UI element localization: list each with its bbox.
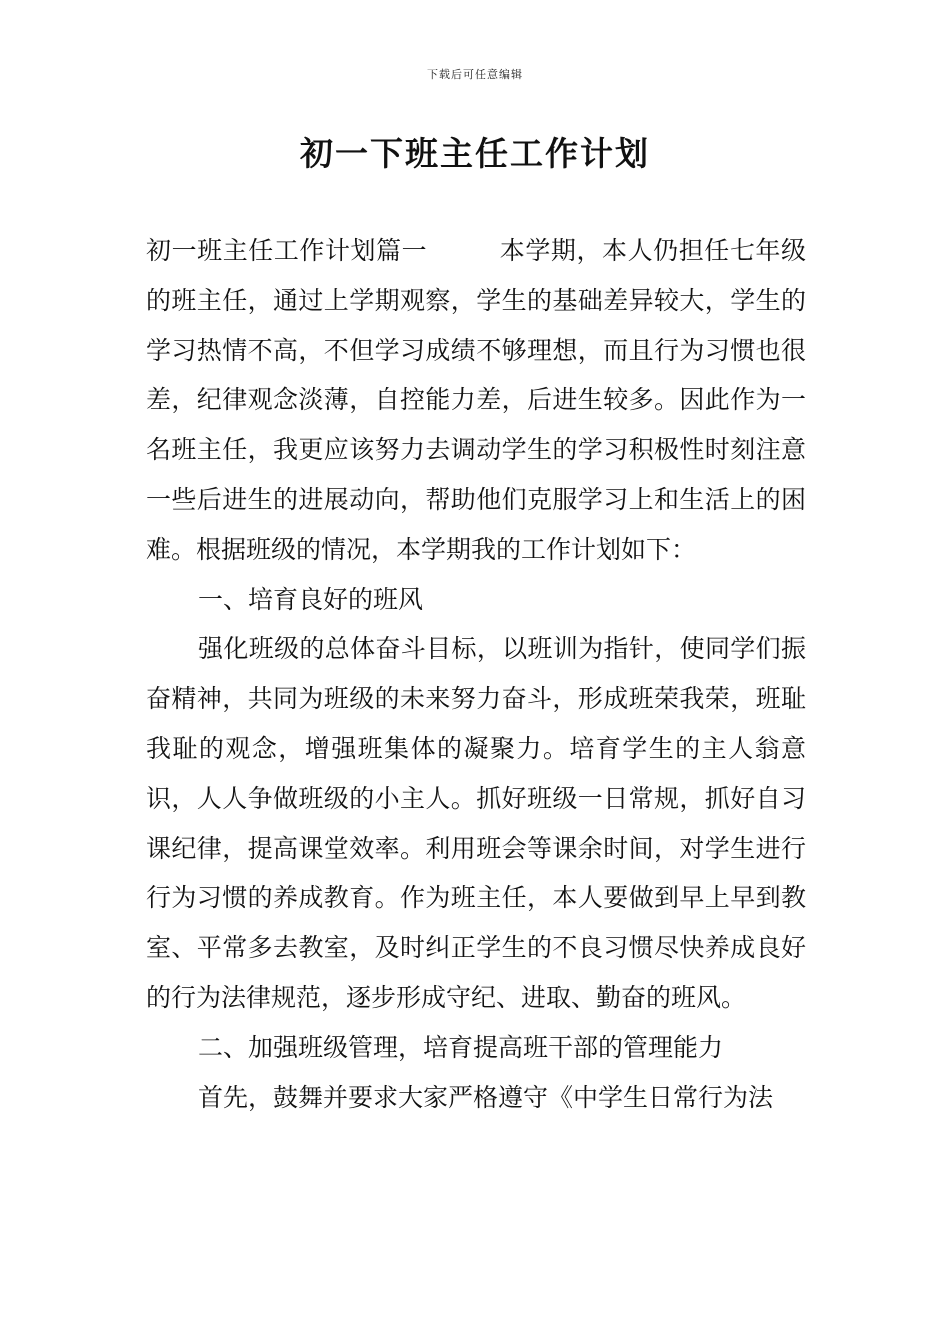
document-title: 初一下班主任工作计划 (300, 134, 650, 173)
intro-paragraph (146, 226, 806, 575)
header-note: 下载后可任意编辑 (427, 68, 523, 81)
section-1-heading: 一、培育良好的班风 (198, 584, 424, 614)
section-2-body: 首先，鼓舞并要求大家严格遵守《中学生日常行为法 (198, 1082, 774, 1112)
intro-heading: 初一班主任工作计划篇一 (146, 236, 428, 265)
section-2-heading: 二、加强班级管理，培育提高班干部的管理能力 (198, 1032, 724, 1062)
section-1-body: 强化班级的总体奋斗目标，以班训为指针，使同学们振奋精神，共同为班级的未来努力奋斗，形成班荣我荣，班耻我耻的观念，增强班集体的凝聚力。培育学生的主人翁意识，人人争做班级的小主人。抓好班级一日常规，抓好自习课纪律，提高课堂效率。利用班会等课余时间，对学生进行行为习惯的养成教育。作为班主任，本人要做到早上早到教室、平常多去教室，及时纠正学生的不良习惯尽快养成良好的行为法律规范，逐步形成守纪、进取、勤奋的班风。 (146, 634, 806, 1012)
intro-text: 本学期，本人仍担任七年级的班主任，通过上学期观察，学生的基础差异较大，学生的学习热情不高，不但学习成绩不够理想，而且行为习惯也很差，纪律观念淡薄，自控能力差，后进生较多。因此作为一名班主任，我更应该努力去调动学生的学习积极性时刻注意一些后进生的进展动向，帮助他们克服学习上和生活上的困难。根据班级的情况，本学期我的工作计划如下： (146, 236, 806, 564)
document-body (146, 226, 806, 1122)
